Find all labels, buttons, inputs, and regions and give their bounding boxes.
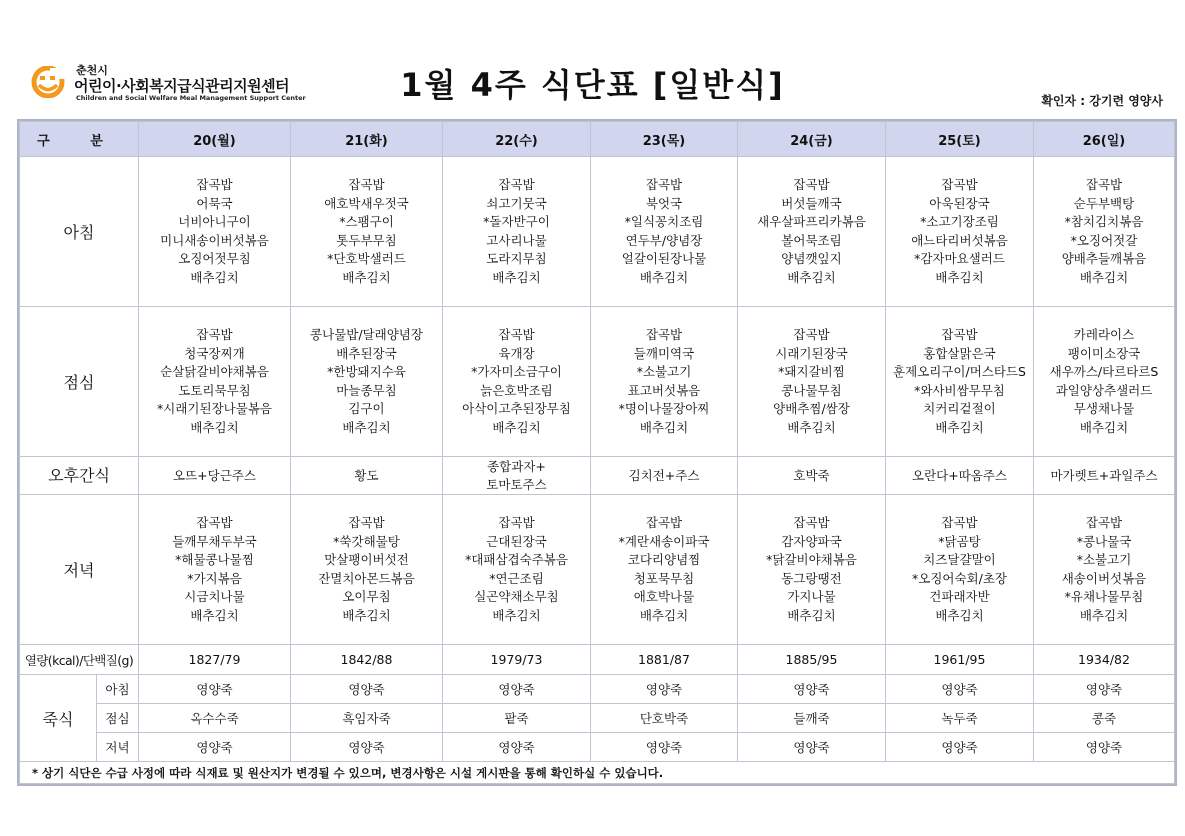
porridge-cell: 단호박죽 [591, 704, 738, 733]
day-header: 25(토) [886, 122, 1034, 157]
menu-item: 배추김치 [190, 419, 239, 435]
menu-item: *돼지갈비찜 [778, 364, 845, 379]
menu-item: 도라지무침 [486, 251, 547, 266]
menu-item: 잡곡밥 [645, 177, 683, 192]
page-title: 1월 4주 식단표 [일반식] [400, 66, 785, 104]
snack-item: 오란다+따옴주스 [912, 467, 1007, 483]
menu-item: 배추김치 [1079, 269, 1129, 285]
snack-cell [443, 457, 591, 495]
menu-item: *시래기된장나물볶음 [157, 401, 272, 416]
menu-item: 배추김치 [639, 269, 689, 285]
menu-item: 아욱된장국 [929, 195, 990, 211]
menu-item: 새우까스/타르타르S [1049, 364, 1159, 379]
menu-item: *닭갈비야채볶음 [766, 552, 857, 567]
footer-note: * 상기 식단은 수급 사정에 따라 식재료 및 원산지가 변경될 수 있으며, 변경사항은 시설 게시판을 통해 확인하실 수 있습니다. [20, 762, 1175, 784]
menu-item: 청국장찌개 [184, 345, 245, 361]
menu-item: 잔멸치아몬드볶음 [318, 570, 415, 586]
snack-item: 호박죽 [793, 467, 830, 483]
menu-item: 오징어젓무침 [178, 251, 251, 266]
menu-item: 배추김치 [787, 419, 836, 435]
porridge-cell: 영양죽 [291, 733, 443, 762]
day-header: 24(금) [738, 122, 886, 157]
menu-item: 잡곡밥 [196, 177, 233, 192]
menu-item: *콩나물국 [1076, 533, 1132, 549]
menu-item: 카레라이스 [1073, 327, 1135, 342]
menu-item: 애호박나물 [633, 589, 695, 604]
menu-item: 양배추들깨볶음 [1061, 251, 1147, 266]
menu-item: 쇠고기뭇국 [486, 195, 547, 211]
menu-cell [139, 307, 291, 457]
menu-item: 잡곡밥 [348, 515, 385, 530]
menu-item: *가지볶음 [187, 570, 242, 586]
snack-item: 마가렛트+과일주스 [1050, 467, 1158, 483]
menu-cell [591, 157, 738, 307]
porridge-cell: 영양죽 [139, 675, 291, 704]
menu-item: 잡곡밥 [1085, 515, 1123, 530]
breakfast-row [20, 157, 1175, 307]
snack-item: 김치전+주스 [628, 467, 700, 483]
menu-item: 콩나물무침 [781, 382, 842, 398]
menu-table [19, 121, 1175, 784]
menu-item: 오이무침 [342, 589, 391, 604]
porridge-sub-label: 아침 [97, 675, 139, 704]
lunch-row [20, 307, 1175, 457]
menu-item: 잡곡밥 [645, 515, 683, 530]
menu-cell [1034, 157, 1175, 307]
menu-cell [738, 495, 886, 645]
snack-item: 오뜨+당근주스 [173, 467, 256, 483]
menu-item: 잡곡밥 [941, 177, 978, 192]
menu-item: 잡곡밥 [793, 327, 830, 342]
menu-item: 볼어묵조림 [781, 232, 842, 248]
porridge-cell: 영양죽 [738, 675, 886, 704]
menu-item: *단호박샐러드 [327, 251, 406, 266]
menu-item: 순두부백탕 [1073, 195, 1135, 211]
menu-item: 배추김치 [787, 607, 836, 623]
porridge-breakfast-row [20, 675, 1175, 704]
menu-item: *쑥갓해물탕 [333, 533, 400, 549]
lunch-row-label: 점심 [20, 307, 139, 457]
porridge-cell: 영양죽 [591, 675, 738, 704]
porridge-cell: 영양죽 [886, 733, 1034, 762]
menu-item: 잡곡밥 [793, 177, 830, 192]
org-city: 춘천시 [76, 64, 108, 77]
menu-item: 톳두부무침 [336, 232, 397, 248]
menu-item: 배추김치 [1079, 419, 1129, 435]
snack-cell [886, 457, 1034, 495]
menu-cell [291, 495, 443, 645]
snack-cell [591, 457, 738, 495]
menu-item: 너비아니구이 [178, 214, 251, 229]
menu-item: 잡곡밥 [941, 327, 978, 342]
header-row [20, 122, 1175, 157]
calorie-cell: 1885/95 [738, 645, 886, 675]
menu-item: 미니새송이버섯볶음 [160, 232, 269, 248]
menu-item: *소고기장조림 [920, 214, 999, 229]
menu-item: *돌자반구이 [483, 214, 550, 229]
calorie-row [20, 645, 1175, 675]
menu-item: *한방돼지수육 [327, 364, 406, 379]
menu-item: 육개장 [498, 345, 535, 361]
menu-item: 감자양파국 [781, 533, 842, 549]
menu-item: 가지나물 [787, 589, 836, 604]
menu-cell [291, 307, 443, 457]
menu-item: 배추김치 [639, 419, 689, 435]
menu-item: 잡곡밥 [941, 515, 978, 530]
snack-row-label: 오후간식 [20, 457, 139, 495]
menu-item: *닭곰탕 [938, 533, 981, 549]
porridge-cell: 영양죽 [443, 733, 591, 762]
menu-item: 양념깻잎지 [781, 251, 842, 266]
porridge-cell: 흑임자죽 [291, 704, 443, 733]
menu-item: 시금치나물 [184, 589, 245, 604]
menu-item: 새우살파프리카볶음 [757, 214, 866, 229]
menu-item: 배추김치 [342, 269, 391, 285]
menu-cell [886, 495, 1034, 645]
menu-cell [886, 307, 1034, 457]
menu-item: 잡곡밥 [498, 515, 535, 530]
menu-item: 김구이 [348, 401, 385, 416]
menu-item: 치즈달걀말이 [923, 552, 996, 567]
menu-item: 잡곡밥 [196, 327, 233, 342]
menu-item: 고사리나물 [486, 232, 547, 248]
menu-item: 무생채나물 [1073, 401, 1135, 416]
menu-item: *계란새송이파국 [618, 533, 710, 549]
menu-item: 연두부/양념장 [625, 232, 703, 248]
menu-item: 배추김치 [935, 269, 984, 285]
calorie-cell: 1979/73 [443, 645, 591, 675]
menu-item: *와사비쌈무무침 [914, 382, 1005, 398]
menu-item: *스팸구이 [339, 214, 394, 229]
menu-cell [738, 307, 886, 457]
menu-item: 홍합살맑은국 [923, 345, 996, 361]
menu-item: *연근조림 [489, 570, 544, 586]
menu-cell [443, 495, 591, 645]
menu-item: 근대된장국 [486, 533, 547, 549]
menu-item: *오징어숙회/초장 [912, 570, 1007, 586]
porridge-cell: 영양죽 [443, 675, 591, 704]
org-name-en: Children and Social Welfare Meal Management Support Center [76, 94, 306, 102]
day-header: 22(수) [443, 122, 591, 157]
menu-cell [591, 495, 738, 645]
menu-cell [1034, 495, 1175, 645]
porridge-cell: 팥죽 [443, 704, 591, 733]
menu-item: *가자미소금구이 [471, 364, 562, 379]
menu-item: 배추김치 [492, 269, 541, 285]
porridge-sub-label: 점심 [97, 704, 139, 733]
menu-item: 순살닭갈비야채볶음 [160, 364, 269, 379]
porridge-cell: 들깨죽 [738, 704, 886, 733]
menu-item: 맛살팽이버섯전 [324, 552, 409, 567]
menu-item: 코다리양념찜 [627, 552, 701, 567]
menu-item: 잡곡밥 [793, 515, 830, 530]
menu-item: 배추김치 [935, 419, 984, 435]
menu-item: *오징어젓갈 [1070, 232, 1138, 248]
confirmer: 확인자 : 강기련 영양사 [1041, 94, 1163, 108]
menu-item: *감자마요샐러드 [914, 251, 1005, 266]
menu-item: *명이나물장아찌 [618, 401, 710, 416]
menu-item: 잡곡밥 [348, 177, 385, 192]
calorie-cell: 1961/95 [886, 645, 1034, 675]
menu-item: 시래기된장국 [775, 345, 848, 361]
porridge-label: 죽식 [20, 675, 97, 762]
menu-item: 애호박새우젓국 [324, 195, 409, 211]
menu-item: *대패삼겹숙주볶음 [465, 552, 568, 567]
menu-item: 배추김치 [492, 419, 541, 435]
menu-item: 도토리묵무침 [178, 382, 251, 398]
menu-cell [291, 157, 443, 307]
footer-row [20, 762, 1175, 784]
menu-item: 어묵국 [196, 195, 233, 211]
day-header: 26(일) [1034, 122, 1175, 157]
menu-item: *소불고기 [1076, 552, 1132, 567]
porridge-sub-label: 저녁 [97, 733, 139, 762]
menu-item: 북엇국 [645, 195, 683, 211]
division-header: 구 분 [20, 122, 139, 157]
menu-item: 청포묵무침 [633, 570, 695, 586]
menu-item: 배추김치 [492, 607, 541, 623]
menu-item: 새송이버섯볶음 [1061, 570, 1147, 586]
porridge-cell: 영양죽 [738, 733, 886, 762]
snack-cell [738, 457, 886, 495]
menu-item: 훈제오리구이/머스타드S [893, 364, 1026, 379]
menu-item: 과일양상추샐러드 [1055, 382, 1153, 398]
porridge-cell: 옥수수죽 [139, 704, 291, 733]
menu-item: 마늘종무침 [336, 382, 397, 398]
menu-cell [591, 307, 738, 457]
snack-item: 종합과자+ [487, 458, 546, 474]
menu-cell [443, 307, 591, 457]
menu-item: 들깨무채두부국 [172, 533, 257, 549]
menu-item: 잡곡밥 [645, 327, 683, 342]
menu-item: 배추김치 [639, 607, 689, 623]
calorie-cell: 1827/79 [139, 645, 291, 675]
porridge-dinner-row [20, 733, 1175, 762]
day-header: 23(목) [591, 122, 738, 157]
menu-item: *해물콩나물찜 [175, 552, 254, 567]
menu-item: 배추김치 [342, 419, 391, 435]
menu-item: 건파래자반 [929, 589, 990, 604]
porridge-cell: 영양죽 [591, 733, 738, 762]
menu-item: 잡곡밥 [196, 515, 233, 530]
menu-item: 배추김치 [342, 607, 391, 623]
menu-item: *일식꽁치조림 [624, 214, 704, 229]
porridge-cell: 영양죽 [291, 675, 443, 704]
porridge-cell: 영양죽 [1034, 675, 1175, 704]
menu-cell [443, 157, 591, 307]
menu-item: 버섯들깨국 [781, 195, 842, 211]
porridge-lunch-row [20, 704, 1175, 733]
menu-item: 배추김치 [935, 607, 984, 623]
porridge-cell: 녹두죽 [886, 704, 1034, 733]
snack-row [20, 457, 1175, 495]
snack-cell [139, 457, 291, 495]
menu-item: 콩나물밥/달래양념장 [310, 327, 423, 342]
menu-cell [738, 157, 886, 307]
snack-cell [1034, 457, 1175, 495]
menu-item: 양배추찜/쌈장 [773, 401, 850, 416]
menu-item: 배추김치 [1079, 607, 1129, 623]
menu-item: 들깨미역국 [633, 345, 695, 361]
dinner-row-label: 저녁 [20, 495, 139, 645]
menu-item: 애느타리버섯볶음 [911, 232, 1008, 248]
menu-cell [886, 157, 1034, 307]
calorie-cell: 1881/87 [591, 645, 738, 675]
porridge-cell: 영양죽 [886, 675, 1034, 704]
menu-item: 배추된장국 [336, 345, 397, 361]
menu-item: 잡곡밥 [498, 177, 535, 192]
dinner-row [20, 495, 1175, 645]
menu-cell [139, 495, 291, 645]
menu-item: 아삭이고추된장무침 [462, 401, 571, 416]
calorie-label: 열량(kcal)/단백질(g) [20, 645, 139, 675]
snack-cell [291, 457, 443, 495]
menu-item: 얼갈이된장나물 [621, 251, 707, 266]
menu-cell [139, 157, 291, 307]
menu-item: 배추김치 [190, 607, 239, 623]
menu-item: 늙은호박조림 [480, 382, 553, 398]
menu-item: *참치김치볶음 [1064, 214, 1144, 229]
menu-item: 잡곡밥 [1085, 177, 1123, 192]
day-header: 20(월) [139, 122, 291, 157]
snack-item: 토마토주스 [486, 476, 547, 492]
menu-item: 배추김치 [190, 269, 239, 285]
menu-item: 잡곡밥 [498, 327, 535, 342]
menu-item: *유채나물무침 [1064, 589, 1144, 604]
menu-item: 표고버섯볶음 [627, 382, 701, 398]
menu-item: 팽이미소장국 [1067, 345, 1141, 361]
calorie-cell: 1934/82 [1034, 645, 1175, 675]
menu-item: 배추김치 [787, 269, 836, 285]
porridge-cell: 콩죽 [1034, 704, 1175, 733]
menu-item: 치커리겉절이 [923, 401, 996, 416]
menu-item: 실곤약채소무침 [474, 589, 559, 604]
menu-item: 동그랑땡전 [781, 570, 842, 586]
org-name: 어린이·사회복지급식관리지원센터 [74, 77, 290, 95]
menu-item: *소불고기 [636, 364, 692, 379]
snack-item: 황도 [354, 467, 379, 483]
porridge-cell: 영양죽 [139, 733, 291, 762]
day-header: 21(화) [291, 122, 443, 157]
porridge-cell: 영양죽 [1034, 733, 1175, 762]
menu-cell [1034, 307, 1175, 457]
breakfast-row-label: 아침 [20, 157, 139, 307]
calorie-cell: 1842/88 [291, 645, 443, 675]
